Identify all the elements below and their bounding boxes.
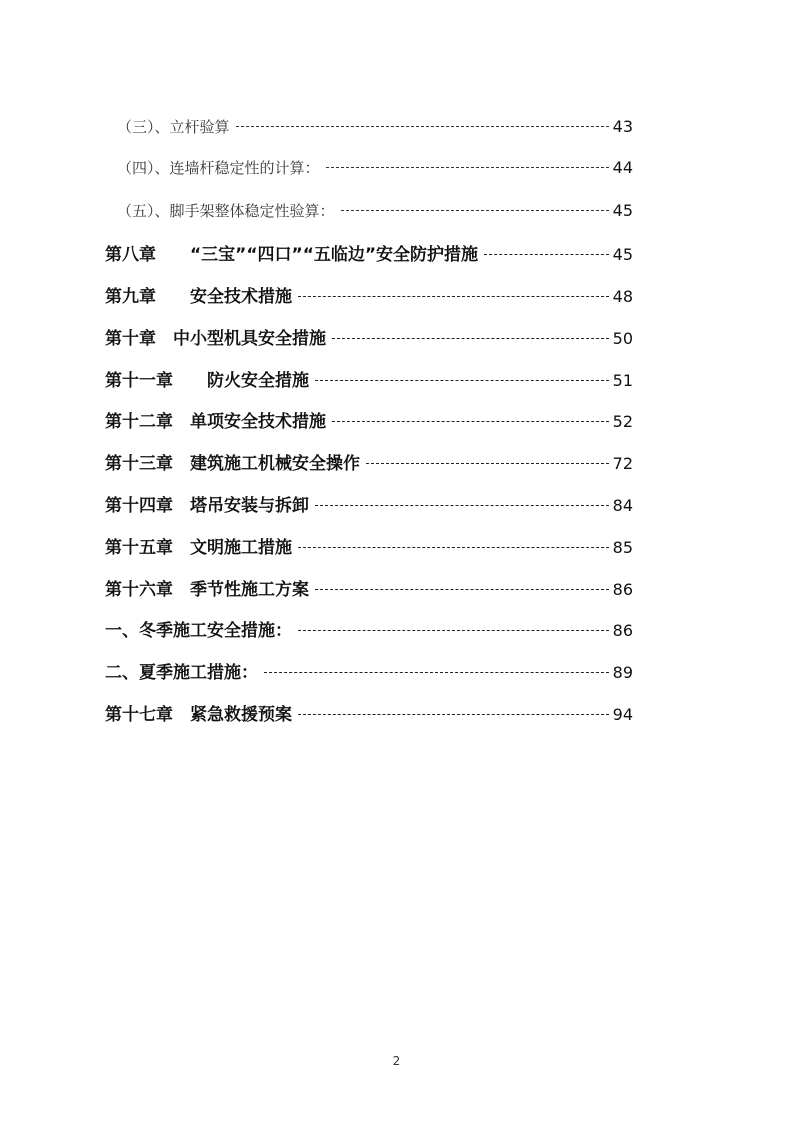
toc-leader-line	[236, 126, 609, 127]
toc-leader-line	[326, 167, 609, 168]
toc-entry-chapter-16[interactable]	[105, 575, 633, 600]
toc-entry-page: 45	[612, 201, 633, 220]
toc-entry-chapter-17[interactable]	[105, 700, 633, 725]
toc-entry-title: 第十五章 文明施工措施	[105, 538, 292, 558]
toc-entry-page: 84	[612, 496, 633, 515]
toc-leader-line	[332, 421, 609, 422]
toc-entry-title: 一、冬季施工安全措施：	[105, 621, 292, 641]
toc-entry-title: 第十七章 紧急救援预案	[105, 705, 292, 725]
toc-entry-title: 第十三章 建筑施工机械安全操作	[105, 454, 360, 474]
toc-entry-3-3[interactable]	[117, 116, 633, 137]
toc-entry-title: 二、夏季施工措施：	[105, 663, 258, 683]
toc-entry-page: 89	[612, 663, 633, 682]
toc-leader-line	[298, 630, 609, 631]
toc-entry-page: 86	[612, 580, 633, 599]
toc-entry-title: 第十章 中小型机具安全措施	[105, 329, 326, 349]
toc-leader-line	[315, 589, 609, 590]
toc-leader-line	[366, 463, 609, 464]
toc-entry-chapter-12[interactable]	[105, 407, 633, 432]
toc-entry-chapter-15[interactable]	[105, 533, 633, 558]
toc-entry-chapter-11[interactable]	[105, 366, 633, 391]
toc-leader-line	[341, 210, 609, 211]
toc-leader-line	[484, 254, 609, 255]
toc-leader-line	[298, 296, 609, 297]
toc-entry-title: 第九章 安全技术措施	[105, 287, 292, 307]
toc-entry-page: 51	[612, 371, 633, 390]
toc-entry-page: 48	[612, 287, 633, 306]
toc-entry-title: 第十二章 单项安全技术措施	[105, 412, 326, 432]
toc-entry-chapter-10[interactable]	[105, 324, 633, 349]
toc-leader-line	[332, 338, 609, 339]
toc-entry-page: 52	[612, 412, 633, 431]
toc-entry-page: 45	[612, 245, 633, 264]
toc-entry-3-4[interactable]	[117, 157, 633, 178]
toc-entry-title: （三）、立杆验算	[117, 118, 230, 136]
toc-entry-page: 86	[612, 621, 633, 640]
toc-entry-page: 44	[612, 158, 633, 177]
toc-entry-title: 第十一章 防火安全措施	[105, 371, 309, 391]
toc-entry-page: 85	[612, 538, 633, 557]
toc-entry-chapter-8[interactable]	[105, 240, 633, 265]
toc-entry-winter-measures[interactable]	[105, 616, 633, 641]
toc-entry-title: 第十六章 季节性施工方案	[105, 580, 309, 600]
toc-entry-page: 43	[612, 117, 633, 136]
toc-entry-summer-measures[interactable]	[105, 658, 633, 683]
toc-entry-title: 第十四章 塔吊安装与拆卸	[105, 496, 309, 516]
toc-leader-line	[315, 505, 609, 506]
toc-entry-page: 50	[612, 329, 633, 348]
toc-entry-chapter-13[interactable]	[105, 449, 633, 474]
toc-leader-line	[298, 547, 609, 548]
toc-entry-title: （五）、脚手架整体稳定性验算：	[117, 202, 335, 220]
page-number: 2	[392, 1054, 401, 1068]
toc-entry-page: 94	[612, 705, 633, 724]
toc-entry-chapter-14[interactable]	[105, 491, 633, 516]
toc-leader-line	[315, 380, 609, 381]
toc-leader-line	[264, 672, 609, 673]
toc-entry-3-5[interactable]	[117, 200, 633, 221]
toc-entry-title: 第八章 “三宝”“四口”“五临边”安全防护措施	[105, 245, 479, 265]
toc-entry-title: （四）、连墙杆稳定性的计算：	[117, 159, 320, 177]
toc-leader-line	[298, 714, 609, 715]
toc-entry-chapter-9[interactable]	[105, 282, 633, 307]
toc-entry-page: 72	[612, 454, 633, 473]
